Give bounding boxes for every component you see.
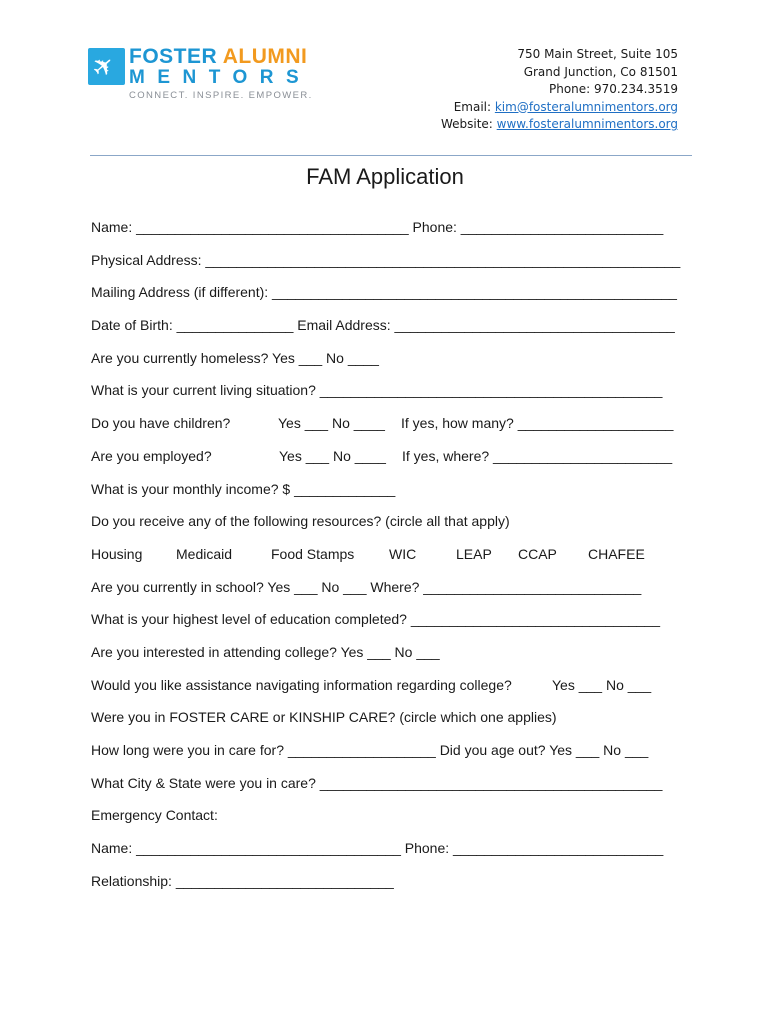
emergency-contact-heading: Emergency Contact: <box>91 807 218 824</box>
care-location-row <box>91 773 701 806</box>
dob-email-field[interactable]: Date of Birth: _______________ Email Address: ____________________________________ <box>91 317 675 334</box>
foster-alumni-mentors-logo <box>85 45 328 106</box>
assistance-yes-no[interactable]: Yes ___ No ___ <box>552 676 652 693</box>
homeless-field[interactable]: Are you currently homeless? Yes ___ No ____ <box>91 349 379 366</box>
education-row <box>91 609 701 642</box>
physical-address-row <box>91 250 701 283</box>
employed-question: Are you employed? <box>91 447 212 464</box>
living-situation-row <box>91 380 701 413</box>
airplane-logo-icon: ✈ <box>88 48 125 85</box>
care-length-row <box>91 740 701 773</box>
education-field[interactable]: What is your highest level of education completed? ________________________________ <box>91 611 661 628</box>
name-phone-row <box>91 217 701 250</box>
resource-option[interactable]: CHAFEE <box>588 545 645 562</box>
contact-block <box>441 46 678 134</box>
page-title: FAM Application <box>306 164 464 189</box>
emergency-contact-row <box>91 805 701 838</box>
email-line: Email: kim@fosteralumnimentors.org <box>453 99 678 114</box>
ec-name-phone-field[interactable]: Name: __________________________________ Phone: ___________________________ <box>91 840 664 857</box>
college-field[interactable]: Are you interested in attending college? Yes ___ No ___ <box>91 643 440 660</box>
resources-options-row <box>91 544 701 577</box>
address-line-2: Grand Junction, Co 81501 <box>523 64 678 79</box>
employed-yes-no[interactable]: Yes ___ No ____ <box>279 447 386 464</box>
children-question: Do you have children? <box>91 415 231 432</box>
employed-row <box>91 446 701 479</box>
children-row <box>91 413 701 446</box>
header-divider <box>90 155 692 156</box>
application-form <box>91 217 701 903</box>
email-link[interactable]: kim@fosteralumnimentors.org <box>494 99 678 114</box>
children-yes-no[interactable]: Yes ___ No ____ <box>278 415 385 432</box>
resource-option[interactable]: LEAP <box>456 545 492 562</box>
resources-question: Do you receive any of the following resources? (circle all that apply) <box>91 513 510 530</box>
name-phone-field[interactable]: Name: ___________________________________ Phone: __________________________ <box>91 219 664 235</box>
resource-option[interactable]: Food Stamps <box>271 545 355 562</box>
school-row <box>91 577 701 610</box>
phone-line: Phone: 970.234.3519 <box>548 82 678 96</box>
care-location-field[interactable]: What City & State were you in care? ____________________________________________ <box>91 774 663 791</box>
assistance-row <box>91 675 701 708</box>
resources-question-row <box>91 511 701 544</box>
income-row <box>91 479 701 512</box>
mailing-address-row <box>91 282 701 315</box>
logo-tagline: CONNECT. INSPIRE. EMPOWER. <box>129 90 313 101</box>
income-field[interactable]: What is your monthly income? $ _____________ <box>91 480 396 497</box>
living-situation-field[interactable]: What is your current living situation? ____________________________________________ <box>91 382 663 399</box>
employed-where[interactable]: If yes, where? _______________________ <box>402 447 673 464</box>
resource-option[interactable]: Housing <box>91 545 143 562</box>
school-field[interactable]: Are you currently in school? Yes ___ No ___ Where? ____________________________ <box>91 578 642 595</box>
foster-care-row <box>91 707 701 740</box>
resource-option[interactable]: WIC <box>389 545 417 562</box>
website-line: Website: www.fosteralumnimentors.org <box>440 117 678 131</box>
ec-name-phone-row <box>91 838 701 871</box>
website-link[interactable]: www.fosteralumnimentors.org <box>496 117 678 131</box>
dob-email-row <box>91 315 701 348</box>
children-how-many[interactable]: If yes, how many? ____________________ <box>401 415 674 432</box>
care-length-field[interactable]: How long were you in care for? ___________________ Did you age out? Yes ___ No ___ <box>91 742 649 758</box>
resource-option[interactable]: Medicaid <box>176 545 233 562</box>
ec-relationship-field[interactable]: Relationship: ____________________________ <box>91 872 394 889</box>
mailing-address-field[interactable]: Mailing Address (if different): ____________________________________________________ <box>91 284 677 301</box>
physical-address-field[interactable]: Physical Address: _____________________________________________________________ <box>91 251 681 268</box>
logo-text-line1: FOSTER ALUMNI <box>129 45 308 68</box>
foster-care-question[interactable]: Were you in FOSTER CARE or KINSHIP CARE? (circle which one applies) <box>91 709 557 726</box>
assistance-question: Would you like assistance navigating information regarding college? <box>91 676 512 693</box>
logo-text-line2: MENTORS <box>129 67 312 88</box>
resource-option[interactable]: CCAP <box>518 545 557 562</box>
homeless-row <box>91 348 701 381</box>
address-line-1: 750 Main Street, Suite 105 <box>517 47 678 61</box>
college-row <box>91 642 701 675</box>
ec-relationship-row <box>91 871 701 904</box>
